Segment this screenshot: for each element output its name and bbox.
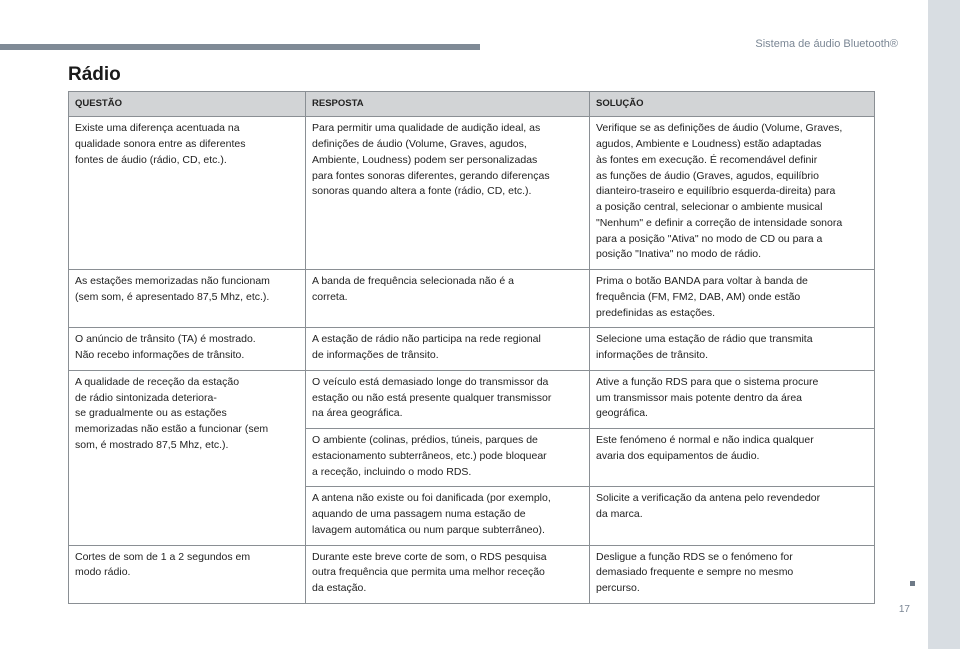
column-header-solution: SOLUÇÃO	[590, 92, 875, 117]
answer-cell: A estação de rádio não participa na rede regional de informações de trânsito.	[306, 328, 590, 371]
question-cell: As estações memorizadas não funcionam (sem som, é apresentado 87,5 Mhz, etc.).	[69, 270, 306, 328]
solution-cell: Desligue a função RDS se o fenómeno for demasiado frequente e sempre no mesmo percurso.	[590, 545, 875, 603]
solution-cell: Prima o botão BANDA para voltar à banda de frequência (FM, FM2, DAB, AM) onde estão predefinidas as estações.	[590, 270, 875, 328]
question-cell: Cortes de som de 1 a 2 segundos em modo rádio.	[69, 545, 306, 603]
solution-cell: Ative a função RDS para que o sistema procure um transmissor mais potente dentro da área geográfica.	[590, 370, 875, 428]
answer-cell: A banda de frequência selecionada não é a correta.	[306, 270, 590, 328]
answer-cell: Durante este breve corte de som, o RDS pesquisa outra frequência que permita uma melhor receção da estação.	[306, 545, 590, 603]
answer-cell: O veículo está demasiado longe do transmissor da estação ou não está presente qualquer transmissor na área geográfica.	[306, 370, 590, 428]
page-number: 17	[898, 604, 910, 615]
section-title: Sistema de áudio Bluetooth®	[755, 38, 898, 50]
side-strip	[928, 0, 960, 649]
solution-cell: Verifique se as definições de áudio (Volume, Graves, agudos, Ambiente e Loudness) estão adaptadas às fontes em execução. É recomendável definir as funções de áudio (Graves, agudos, equilíbrio dianteiro-traseiro e equilíbrio esquerda-direita) para a posição central, selecionar o ambiente musical "Nenhum" e definir a correção de intensidade sonora para a posição "Ativa" no modo de CD ou para a posição "Inativa" no modo de rádio.	[590, 117, 875, 270]
answer-cell: Para permitir uma qualidade de audição ideal, as definições de áudio (Volume, Graves, agudos, Ambiente, Loudness) podem ser personalizadas para fontes sonoras diferentes, gerando diferenças sonoras quando altera a fonte (rádio, CD, etc.).	[306, 117, 590, 270]
solution-cell: Selecione uma estação de rádio que transmita informações de trânsito.	[590, 328, 875, 371]
table-header-row	[69, 92, 875, 117]
table-row	[69, 270, 875, 328]
page-title: Rádio	[68, 64, 121, 85]
question-cell: A qualidade de receção da estação de rádio sintonizada deteriora- se gradualmente ou as estações memorizadas não estão a funcionar (sem som, é mostrado 87,5 Mhz, etc.).	[69, 370, 306, 545]
troubleshooting-table	[68, 91, 875, 604]
column-header-question: QUESTÃO	[69, 92, 306, 117]
page-marker-dot	[910, 581, 915, 586]
table-row	[69, 328, 875, 371]
question-cell: O anúncio de trânsito (TA) é mostrado. Não recebo informações de trânsito.	[69, 328, 306, 371]
question-cell: Existe uma diferença acentuada na qualidade sonora entre as diferentes fontes de áudio (rádio, CD, etc.).	[69, 117, 306, 270]
answer-cell: O ambiente (colinas, prédios, túneis, parques de estacionamento subterrâneos, etc.) pode bloquear a receção, incluindo o modo RDS.	[306, 429, 590, 487]
solution-cell: Este fenómeno é normal e não indica qualquer avaria dos equipamentos de áudio.	[590, 429, 875, 487]
header-bar	[0, 44, 480, 50]
solution-cell: Solicite a verificação da antena pelo revendedor da marca.	[590, 487, 875, 545]
column-header-answer: RESPOSTA	[306, 92, 590, 117]
answer-cell: A antena não existe ou foi danificada (por exemplo, aquando de uma passagem numa estação de lavagem automática ou num parque subterrâneo).	[306, 487, 590, 545]
table-row	[69, 117, 875, 270]
table-row	[69, 545, 875, 603]
table-row	[69, 370, 875, 428]
